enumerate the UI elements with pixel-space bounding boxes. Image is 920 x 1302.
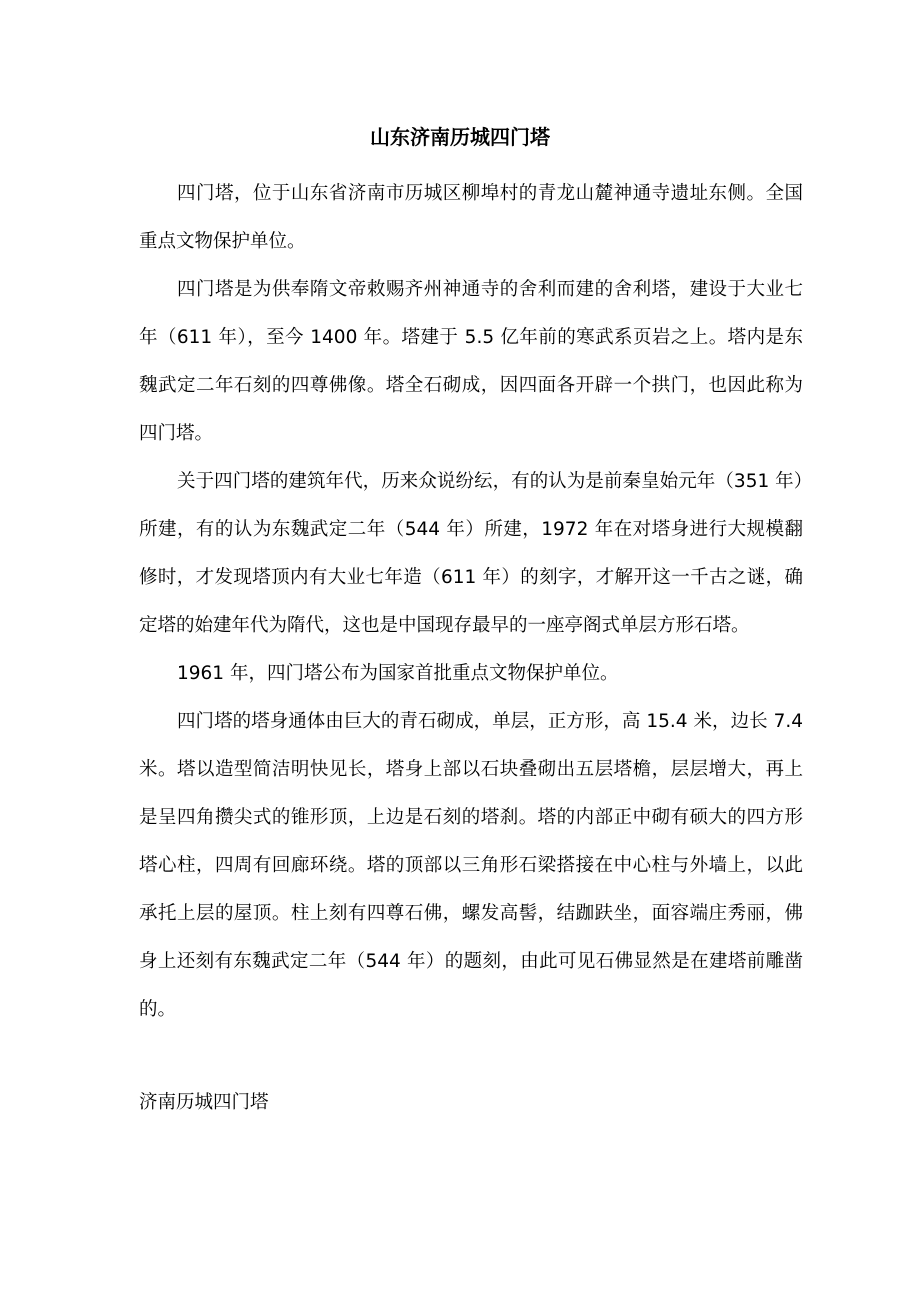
paragraph-protection: 1961 年，四门塔公布为国家首批重点文物保护单位。: [177, 663, 619, 684]
document-title: 山东济南历城四门塔: [370, 125, 550, 149]
paragraph-history: 四门塔是为供奉隋文帝敕赐齐州神通寺的舍利而建的舍利塔，建设于大业七年（611 年），至今 1400 年。塔建于 5.5 亿年前的寒武系页岩之上。塔内是东魏武定二年石刻的四尊佛像。塔全石砌成，因四面各开辟一个拱门，也因此称为四门塔。: [139, 279, 803, 444]
document-body: [139, 170, 803, 1034]
paragraph-dating: 关于四门塔的建筑年代，历来众说纷纭，有的认为是前秦皇始元年（351 年）所建，有的认为东魏武定二年（544 年）所建，1972 年在对塔身进行大规模翻修时，才发现塔顶内有大业七年造（611 年）的刻字，才解开这一千古之谜，确定塔的始建年代为隋代，这也是中国现存最早的一座亭阁式单层方形石塔。: [139, 471, 803, 636]
paragraph-location: 四门塔，位于山东省济南市历城区柳埠村的青龙山麓神通寺遗址东侧。全国重点文物保护单位。: [139, 183, 803, 252]
image-caption: 济南历城四门塔: [139, 1092, 269, 1113]
paragraph-structure: 四门塔的塔身通体由巨大的青石砌成，单层，正方形，高 15.4 米，边长 7.4 米。塔以造型简洁明快见长，塔身上部以石块叠砌出五层塔檐，层层增大，再上是呈四角攒尖式的锥形顶，上边是石刻的塔刹。塔的内部正中砌有硕大的四方形塔心柱，四周有回廊环绕。塔的顶部以三角形石梁搭接在中心柱与外墙上，以此承托上层的屋顶。柱上刻有四尊石佛，螺发高髻，结跏趺坐，面容端庄秀丽，佛身上还刻有东魏武定二年（544 年）的题刻，由此可见石佛显然是在建塔前雕凿的。: [139, 711, 803, 1020]
